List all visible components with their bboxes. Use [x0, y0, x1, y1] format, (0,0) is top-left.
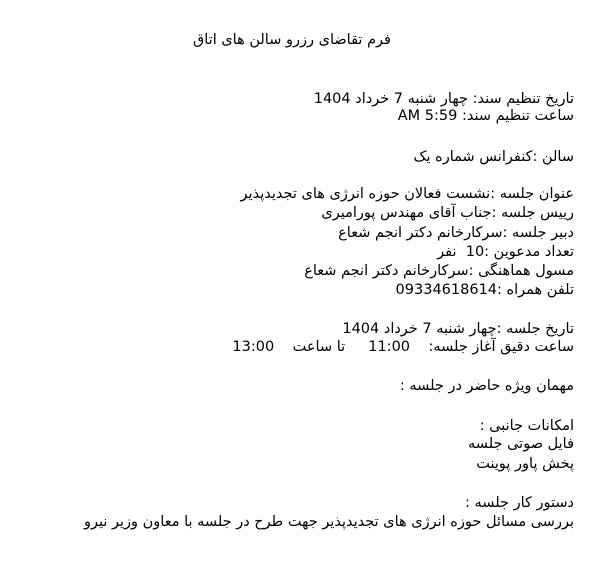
vip-guests-label: مهمان ویژه حاضر در جلسه :: [399, 378, 574, 394]
agenda-text: بررسی مسائل حوزه انرژی های تجدیدپذیر جهت طرح در جلسه با معاون وزیر نیرو: [83, 514, 574, 530]
facility-powerpoint: پخش پاور پوینت: [476, 456, 574, 472]
meeting-title: عنوان جلسه :نشست فعالان حوزه انرژی های تجدیدپذیر: [240, 186, 574, 202]
meeting-chairman: رییس جلسه :جناب آقای مهندس پورامیری: [321, 205, 574, 221]
facility-audio-file: فایل صوتی جلسه: [468, 436, 574, 452]
form-title: فرم تقاضای رزرو سالن های اتاق: [192, 32, 391, 48]
mobile-phone: تلفن همراه :09334618614: [395, 282, 574, 298]
invitee-count: تعداد مدعوین :10 نفر: [437, 244, 574, 260]
hall-name: سالن :کنفرانس شماره یک: [413, 149, 574, 165]
agenda-heading: دستور کار جلسه :: [465, 495, 574, 511]
document-time: ساعت تنظیم سند: 5:59 AM: [397, 108, 574, 124]
coordinator: مسول هماهنگی :سرکارخانم دکتر انجم شعاع: [304, 263, 574, 279]
meeting-time: ساعت دقیق آغاز جلسه: 11:00 تا ساعت 13:00: [232, 339, 574, 355]
meeting-secretary: دبیر جلسه :سرکارخانم دکتر انجم شعاع: [338, 225, 574, 241]
document-date: تاریخ تنظیم سند: چهار شنبه 7 خرداد 1404: [313, 91, 574, 107]
meeting-date: تاریخ جلسه :چهار شنبه 7 خرداد 1404: [342, 321, 574, 337]
facilities-heading: امکانات جانبی :: [479, 418, 574, 434]
